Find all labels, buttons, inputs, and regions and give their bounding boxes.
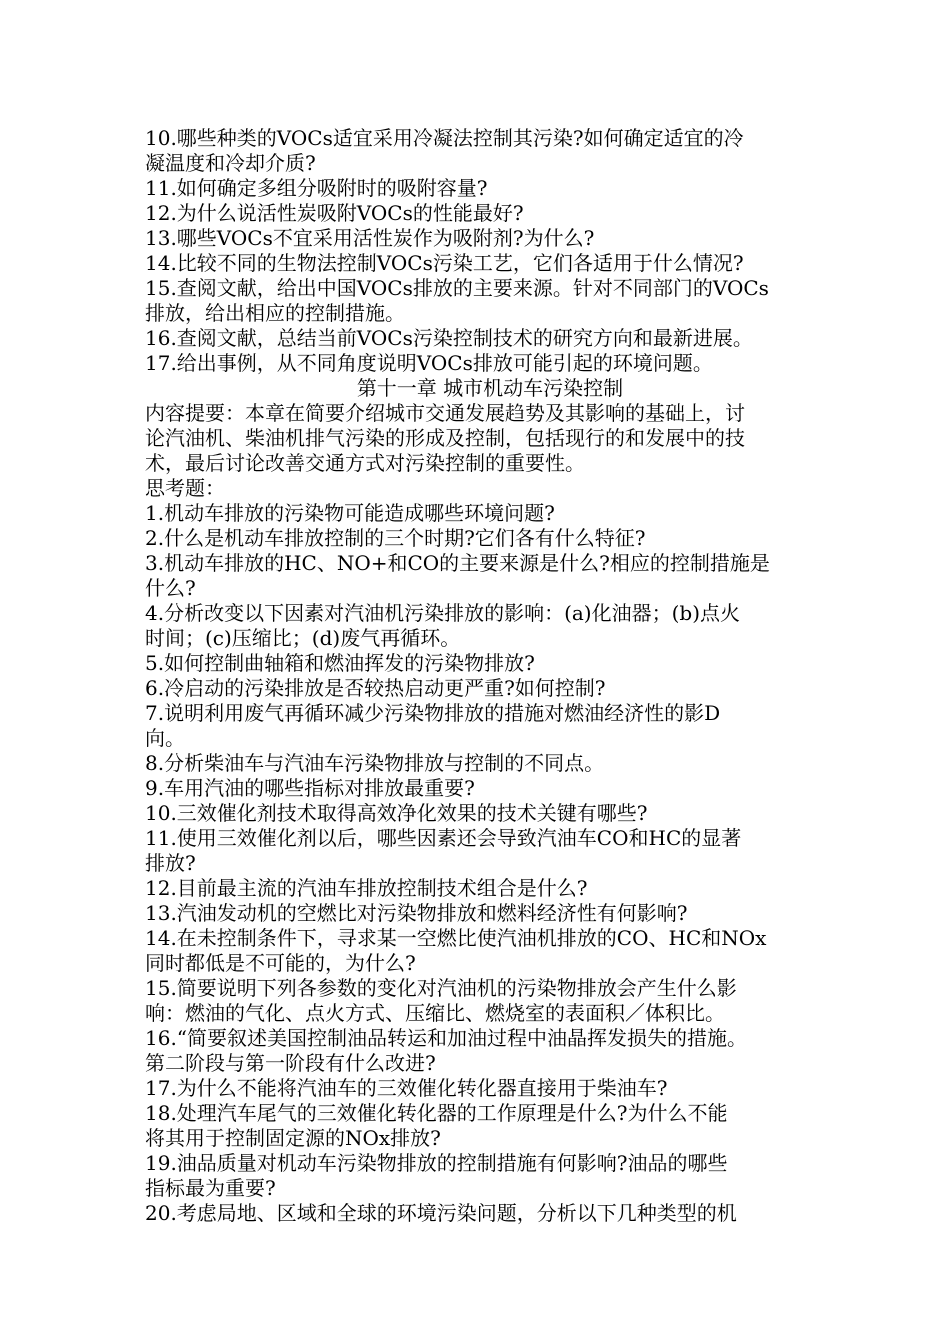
text-line: 16.“简要叙述美国控制油品转运和加油过程中油晶挥发损失的措施。	[145, 1026, 748, 1050]
text-line: 12.为什么说活性炭吸附VOCs的性能最好?	[145, 201, 524, 225]
text-line: 16.查阅文献，总结当前VOCs污染控制技术的研究方向和最新进展。	[145, 326, 753, 350]
text-line: 论汽油机、柴油机排气污染的形成及控制，包括现行的和发展中的技	[145, 426, 745, 450]
text-line: 5.如何控制曲轴箱和燃油挥发的污染物排放?	[145, 651, 535, 675]
text-line: 11.使用三效催化剂以后，哪些因素还会导致汽油车CO和HC的显著	[145, 826, 742, 850]
text-line: 将其用于控制固定源的NOx排放?	[145, 1126, 441, 1150]
text-line: 向。	[145, 726, 185, 750]
text-line: 4.分析改变以下因素对汽油机污染排放的影响：(a)化油器；(b)点火	[145, 601, 741, 625]
text-line: 7.说明利用废气再循环减少污染物排放的措施对燃油经济性的影D	[145, 701, 721, 725]
text-line: 13.汽油发动机的空燃比对污染物排放和燃料经济性有何影响?	[145, 901, 688, 925]
text-line: 13.哪些VOCs不宜采用活性炭作为吸附剂?为什么?	[145, 226, 595, 250]
text-line: 2.什么是机动车排放控制的三个时期?它们各有什么特征?	[145, 526, 646, 550]
text-line: 14.比较不同的生物法控制VOCs污染工艺，它们各适用于什么情况?	[145, 251, 744, 275]
text-line: 15.查阅文献，给出中国VOCs排放的主要来源。针对不同部门的VOCs	[145, 276, 769, 300]
text-line: 12.目前最主流的汽油车排放控制技术组合是什么?	[145, 876, 588, 900]
text-line: 10.三效催化剂技术取得高效净化效果的技术关键有哪些?	[145, 801, 648, 825]
text-line: 3.机动车排放的HC、NO+和CO的主要来源是什么?相应的控制措施是	[145, 551, 770, 575]
text-line: 11.如何确定多组分吸附时的吸附容量?	[145, 176, 488, 200]
text-line: 排放，给出相应的控制措施。	[145, 301, 405, 325]
text-line: 凝温度和冷却介质?	[145, 151, 316, 175]
text-line: 同时都低是不可能的，为什么?	[145, 951, 416, 975]
text-line: 14.在未控制条件下，寻求某一空燃比使汽油机排放的CO、HC和NOx	[145, 926, 767, 950]
text-line: 术，最后讨论改善交通方式对污染控制的重要性。	[145, 451, 585, 475]
text-line: 第二阶段与第一阶段有什么改进?	[145, 1051, 436, 1075]
text-line: 18.处理汽车尾气的三效催化转化器的工作原理是什么?为什么不能	[145, 1101, 728, 1125]
text-line: 排放?	[145, 851, 196, 875]
text-line: 20.考虑局地、区域和全球的环境污染问题，分析以下几种类型的机	[145, 1201, 737, 1225]
text-line: 10.哪些种类的VOCs适宜采用冷凝法控制其污染?如何确定适宜的冷	[145, 126, 744, 150]
text-line: 17.给出事例，从不同角度说明VOCs排放可能引起的环境问题。	[145, 351, 713, 375]
chapter-title: 第十一章 城市机动车污染控制	[356, 376, 624, 400]
text-line: 响：燃油的气化、点火方式、压缩比、燃烧室的表面积／体积比。	[145, 1001, 725, 1025]
text-line: 内容提要：本章在简要介绍城市交通发展趋势及其影响的基础上，讨	[145, 401, 745, 425]
section-heading: 思考题：	[145, 476, 225, 500]
text-line: 指标最为重要?	[145, 1176, 276, 1200]
text-line: 1.机动车排放的污染物可能造成哪些环境问题?	[145, 501, 555, 525]
text-line: 19.油品质量对机动车污染物排放的控制措施有何影响?油品的哪些	[145, 1151, 728, 1175]
text-line: 15.简要说明下列各参数的变化对汽油机的污染物排放会产生什么影	[145, 976, 737, 1000]
document-body	[145, 126, 835, 1226]
text-line: 时间；(c)压缩比；(d)废气再循环。	[145, 626, 461, 650]
text-line: 6.冷启动的污染排放是否较热启动更严重?如何控制?	[145, 676, 606, 700]
text-line: 什么?	[145, 576, 196, 600]
text-line: 17.为什么不能将汽油车的三效催化转化器直接用于柴油车?	[145, 1076, 668, 1100]
text-line: 9.车用汽油的哪些指标对排放最重要?	[145, 776, 475, 800]
text-line: 8.分析柴油车与汽油车污染物排放与控制的不同点。	[145, 751, 605, 775]
